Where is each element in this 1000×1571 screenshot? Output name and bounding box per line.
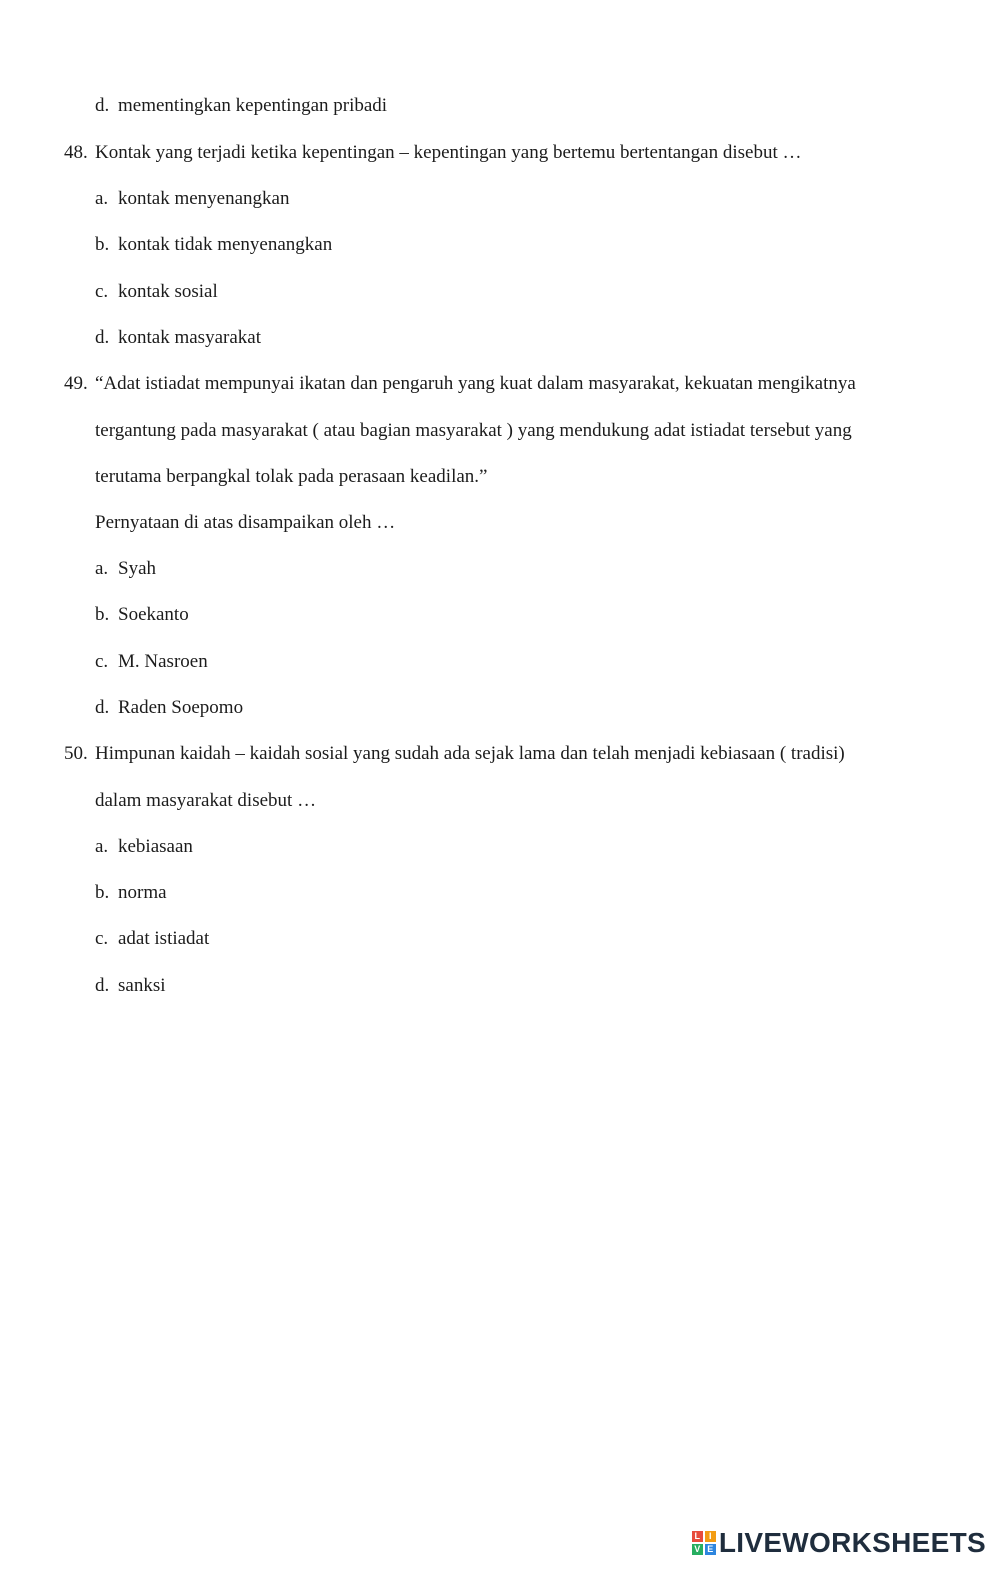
option-b	[95, 881, 167, 905]
option-letter: c.	[95, 651, 109, 672]
option-text: kontak tidak menyenangkan	[118, 234, 333, 255]
logo-tile: I	[705, 1531, 716, 1542]
option-c	[95, 280, 218, 304]
option-text: kebiasaan	[118, 836, 193, 857]
option-text: M. Nasroen	[118, 651, 208, 672]
option-letter: d.	[95, 975, 110, 996]
question-number: 49.	[64, 373, 88, 394]
option-text: norma	[118, 882, 167, 903]
option-text: Raden Soepomo	[118, 697, 244, 718]
logo-tile: L	[692, 1531, 703, 1542]
option-text: adat istiadat	[118, 928, 210, 949]
logo-tile: E	[705, 1544, 716, 1555]
option-text: Soekanto	[118, 604, 189, 625]
option-letter: b.	[95, 882, 110, 903]
option-a	[95, 187, 289, 211]
logo-tile: V	[692, 1544, 703, 1555]
question-text-continued: terutama berpangkal tolak pada perasaan keadilan.”	[95, 466, 488, 487]
option-letter: d.	[95, 327, 110, 348]
question-prompt: Pernyataan di atas disampaikan oleh …	[95, 512, 396, 533]
option-b	[95, 603, 189, 627]
question-text: “Adat istiadat mempunyai ikatan dan pengaruh yang kuat dalam masyarakat, kekuatan mengikatnya	[95, 373, 856, 394]
question-number: 48.	[64, 142, 88, 163]
option-letter: b.	[95, 604, 110, 625]
option-c	[95, 650, 208, 674]
option-letter: d.	[95, 95, 110, 116]
option-d	[95, 974, 166, 998]
option-letter: a.	[95, 188, 109, 209]
option-text: kontak menyenangkan	[118, 188, 290, 209]
option-text: kontak masyarakat	[118, 327, 261, 348]
liveworksheets-logo[interactable]	[692, 1527, 986, 1559]
option-c	[95, 927, 209, 951]
liveworksheets-logo-icon	[692, 1531, 716, 1555]
option-letter: a.	[95, 558, 109, 579]
option-text: mementingkan kepentingan pribadi	[118, 95, 388, 116]
question-text: Kontak yang terjadi ketika kepentingan – kepentingan yang bertemu bertentangan disebut …	[95, 142, 802, 163]
option-b	[95, 233, 332, 257]
option-d	[95, 94, 387, 118]
option-d	[95, 326, 261, 350]
question-number: 50.	[64, 743, 88, 764]
question-text: Himpunan kaidah – kaidah sosial yang sudah ada sejak lama dan telah menjadi kebiasaan ( tradisi)	[95, 743, 845, 764]
option-d	[95, 696, 243, 720]
option-letter: d.	[95, 697, 110, 718]
option-letter: b.	[95, 234, 110, 255]
option-text: sanksi	[118, 975, 166, 996]
question-text-continued: dalam masyarakat disebut …	[95, 790, 317, 811]
option-a	[95, 835, 193, 859]
question-text-continued: tergantung pada masyarakat ( atau bagian masyarakat ) yang mendukung adat istiadat tersebut yang	[95, 420, 852, 441]
option-text: kontak sosial	[118, 281, 218, 302]
option-text: Syah	[118, 558, 156, 579]
option-letter: c.	[95, 281, 109, 302]
option-letter: c.	[95, 928, 109, 949]
logo-text: LIVEWORKSHEETS	[718, 1527, 986, 1558]
option-a	[95, 557, 156, 581]
option-letter: a.	[95, 836, 109, 857]
